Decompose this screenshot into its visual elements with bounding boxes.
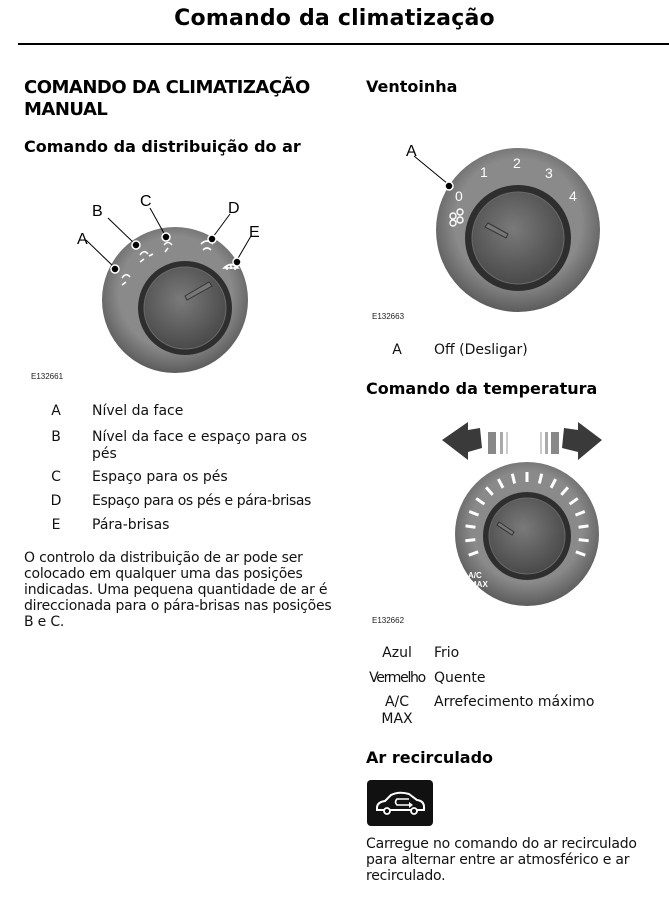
- recirculation-description: Carregue no comando do ar recirculado para alternar entre ar atmosférico e ar recirculado.: [366, 836, 637, 884]
- speed-label-2: 2: [513, 155, 521, 171]
- ac-max-label-line2: MAX: [470, 580, 488, 589]
- scale-tick: [579, 526, 589, 527]
- callout-c: C: [140, 193, 152, 210]
- fan-speed-knob-figure: [400, 138, 610, 313]
- legend-text: Nível da face e espaço para os pés: [92, 429, 308, 462]
- speed-label-1: 1: [480, 164, 488, 180]
- hot-arrow-icon: [562, 422, 602, 460]
- legend-key: E: [51, 517, 61, 533]
- scale-tick: [465, 540, 475, 541]
- legend-key: Azul: [382, 645, 412, 661]
- speed-label-3: 3: [545, 165, 553, 181]
- callout-b: B: [92, 203, 103, 220]
- temperature-heading: Comando da temperatura: [366, 379, 598, 398]
- legend-key: C: [51, 469, 61, 485]
- legend-key: Vermelho: [369, 670, 425, 686]
- distribution-heading: Comando da distribuição do ar: [24, 137, 301, 156]
- callout-e: E: [249, 224, 260, 241]
- legend-text: Quente: [434, 670, 486, 686]
- legend-key: A: [51, 403, 61, 419]
- legend-text: Off (Desligar): [434, 342, 528, 358]
- title-divider: [18, 43, 669, 45]
- speed-label-0: 0: [455, 188, 463, 204]
- scale-tick: [466, 526, 476, 527]
- knob-dial: [472, 192, 564, 284]
- legend-text: Espaço para os pés: [92, 469, 228, 485]
- legend-key: B: [51, 429, 61, 445]
- speed-label-4: 4: [569, 188, 577, 204]
- legend-text: Pára-brisas: [92, 517, 170, 533]
- legend-key: A: [392, 342, 402, 358]
- legend-key: D: [50, 493, 62, 509]
- callout-a: A: [77, 231, 88, 248]
- page-title: Comando da climatização: [174, 6, 495, 31]
- recirculation-heading: Ar recirculado: [366, 748, 494, 767]
- knob-dial: [489, 498, 565, 574]
- ac-max-label-line1: A/C: [468, 571, 482, 580]
- knob-dial: [144, 267, 226, 349]
- legend-text: Frio: [434, 645, 460, 661]
- figure-code-distribution: E132661: [31, 372, 64, 381]
- scale-tick: [579, 540, 589, 541]
- figure-code-temperature: E132662: [372, 616, 405, 625]
- figure-code-fan: E132663: [372, 312, 405, 321]
- car-recirculation-icon: [367, 780, 433, 826]
- distribution-description: O controlo da distribuição de ar pode ser colocado em qualquer uma das posições indicadas. Uma pequena quantidade de ar é direccionada para o pára-brisas nas posições B e C.: [24, 550, 332, 630]
- recirculation-button[interactable]: [367, 780, 433, 826]
- legend-text: Espaço para os pés e pára-brisas: [92, 493, 311, 509]
- legend-key: A/C MAX: [381, 694, 413, 727]
- fan-heading: Ventoinha: [366, 77, 458, 96]
- section-title: COMANDO DA CLIMATIZAÇÃO MANUAL: [24, 77, 310, 120]
- air-distribution-knob-figure: [70, 188, 280, 378]
- temperature-knob-figure: [430, 418, 620, 608]
- callout-d: D: [228, 200, 240, 217]
- legend-text: Arrefecimento máximo: [434, 694, 595, 710]
- callout-a: A: [406, 143, 417, 160]
- legend-text: Nível da face: [92, 403, 184, 419]
- cold-arrow-icon: [442, 422, 482, 460]
